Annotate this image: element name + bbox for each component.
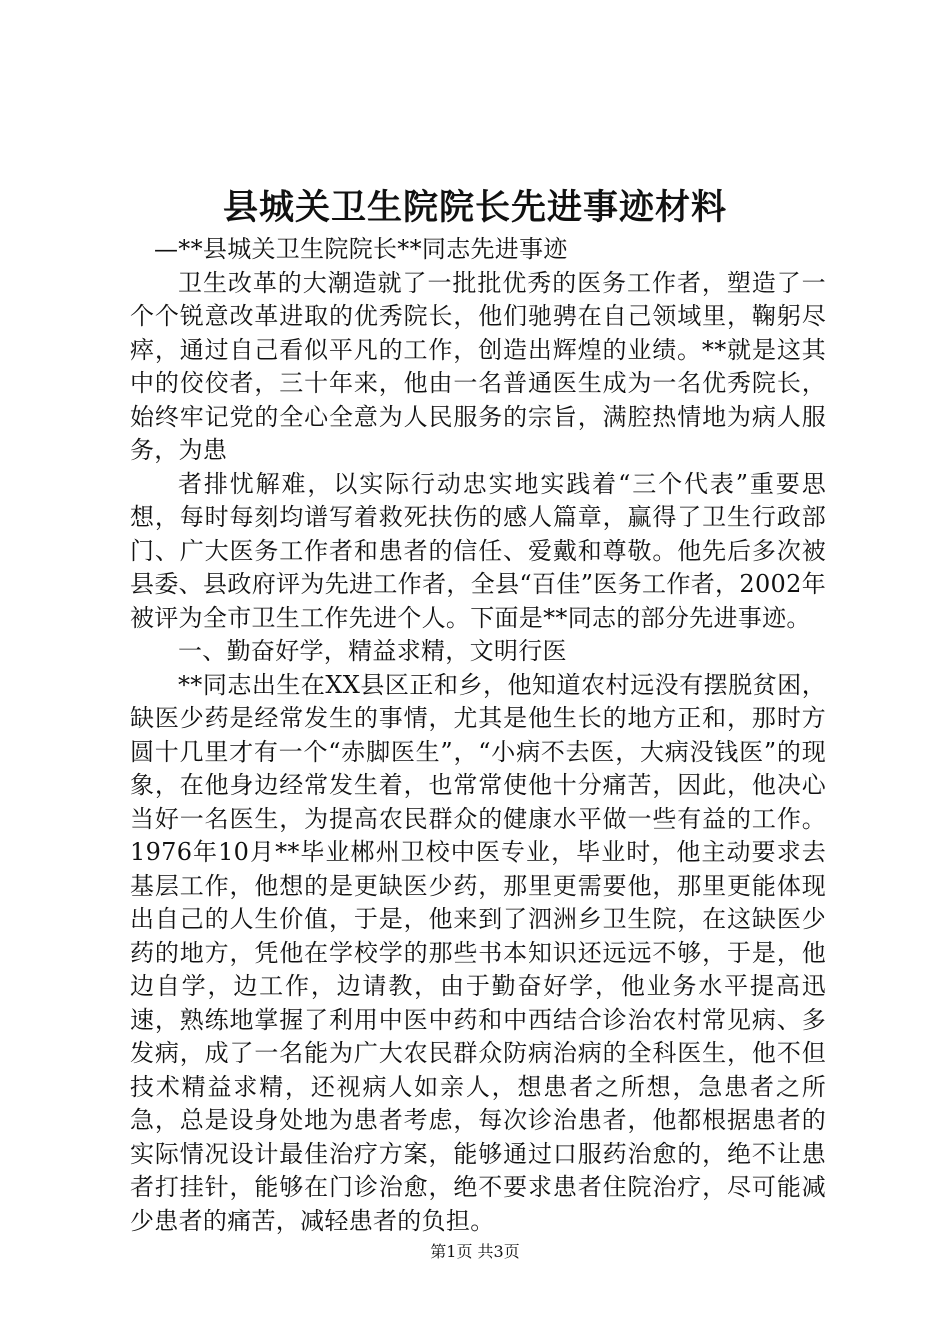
document-title: 县城关卫生院院长先进事迹材料 [222,187,727,228]
page-footer: 第1页 共3页 [430,1242,520,1261]
paragraph-honors: 者排忧解难，以实际行动忠实地实践着“三个代表”重要思想，每时每刻均谱写着救死扶伤的感人篇章，赢得了卫生行政部门、广大医务工作者和患者的信任、爱戴和尊敬。他先后多次被县委、县政府评为先进工作者，全县“百佳”医务工作者，2002年被评为全市卫生工作先进个人。下面是**同志的部分先进事迹。 [130,469,826,632]
section-heading: 一、勤奋好学，精益求精，文明行医 [178,637,567,665]
paragraph-career: **同志出生在XX县区正和乡，他知道农村远没有摆脱贫困，缺医少药是经常发生的事情，尤其是他生长的地方正和，那时方圆十几里才有一个“赤脚医生”，“小病不去医，大病没钱医”的现象，在他身边经常发生着，也常常使他十分痛苦，因此，他决心当好一名医生，为提高农民群众的健康水平做一些有益的工作。1976年10月**毕业郴州卫校中医专业，毕业时，他主动要求去基层工作，他想的是更缺医少药，那里更需要他，那里更能体现出自己的人生价值，于是，他来到了泗洲乡卫生院，在这缺医少药的地方，凭他在学校学的那些书本知识还远远不够，于是，他边自学，边工作，边请教，由于勤奋好学，他业务水平提高迅速，熟练地掌握了利用中医中药和中西结合诊治农村常见病、多发病，成了一名能为广大农民群众防病治病的全科医生，他不但技术精益求精，还视病人如亲人，想患者之所想，急患者之所急，总是设身处地为患者考虑，每次诊治患者，他都根据患者的实际情况设计最佳治疗方案，能够通过口服药治愈的，绝不让患者打挂针，能够在门诊治愈，绝不要求患者住院治疗，尽可能减少患者的痛苦，减轻患者的负担。 [130,670,826,1235]
document-subtitle: —**县城关卫生院院长**同志先进事迹 [154,235,568,263]
document-body [130,233,826,1238]
paragraph-intro: 卫生改革的大潮造就了一批批优秀的医务工作者，塑造了一个个锐意改革进取的优秀院长，他们驰骋在自己领域里，鞠躬尽瘁，通过自己看似平凡的工作，创造出辉煌的业绩。**就是这其中的佼佼者，三十年来，他由一名普通医生成为一名优秀院长，始终牢记党的全心全意为人民服务的宗旨，满腔热情地为病人服务，为患 [130,268,826,464]
